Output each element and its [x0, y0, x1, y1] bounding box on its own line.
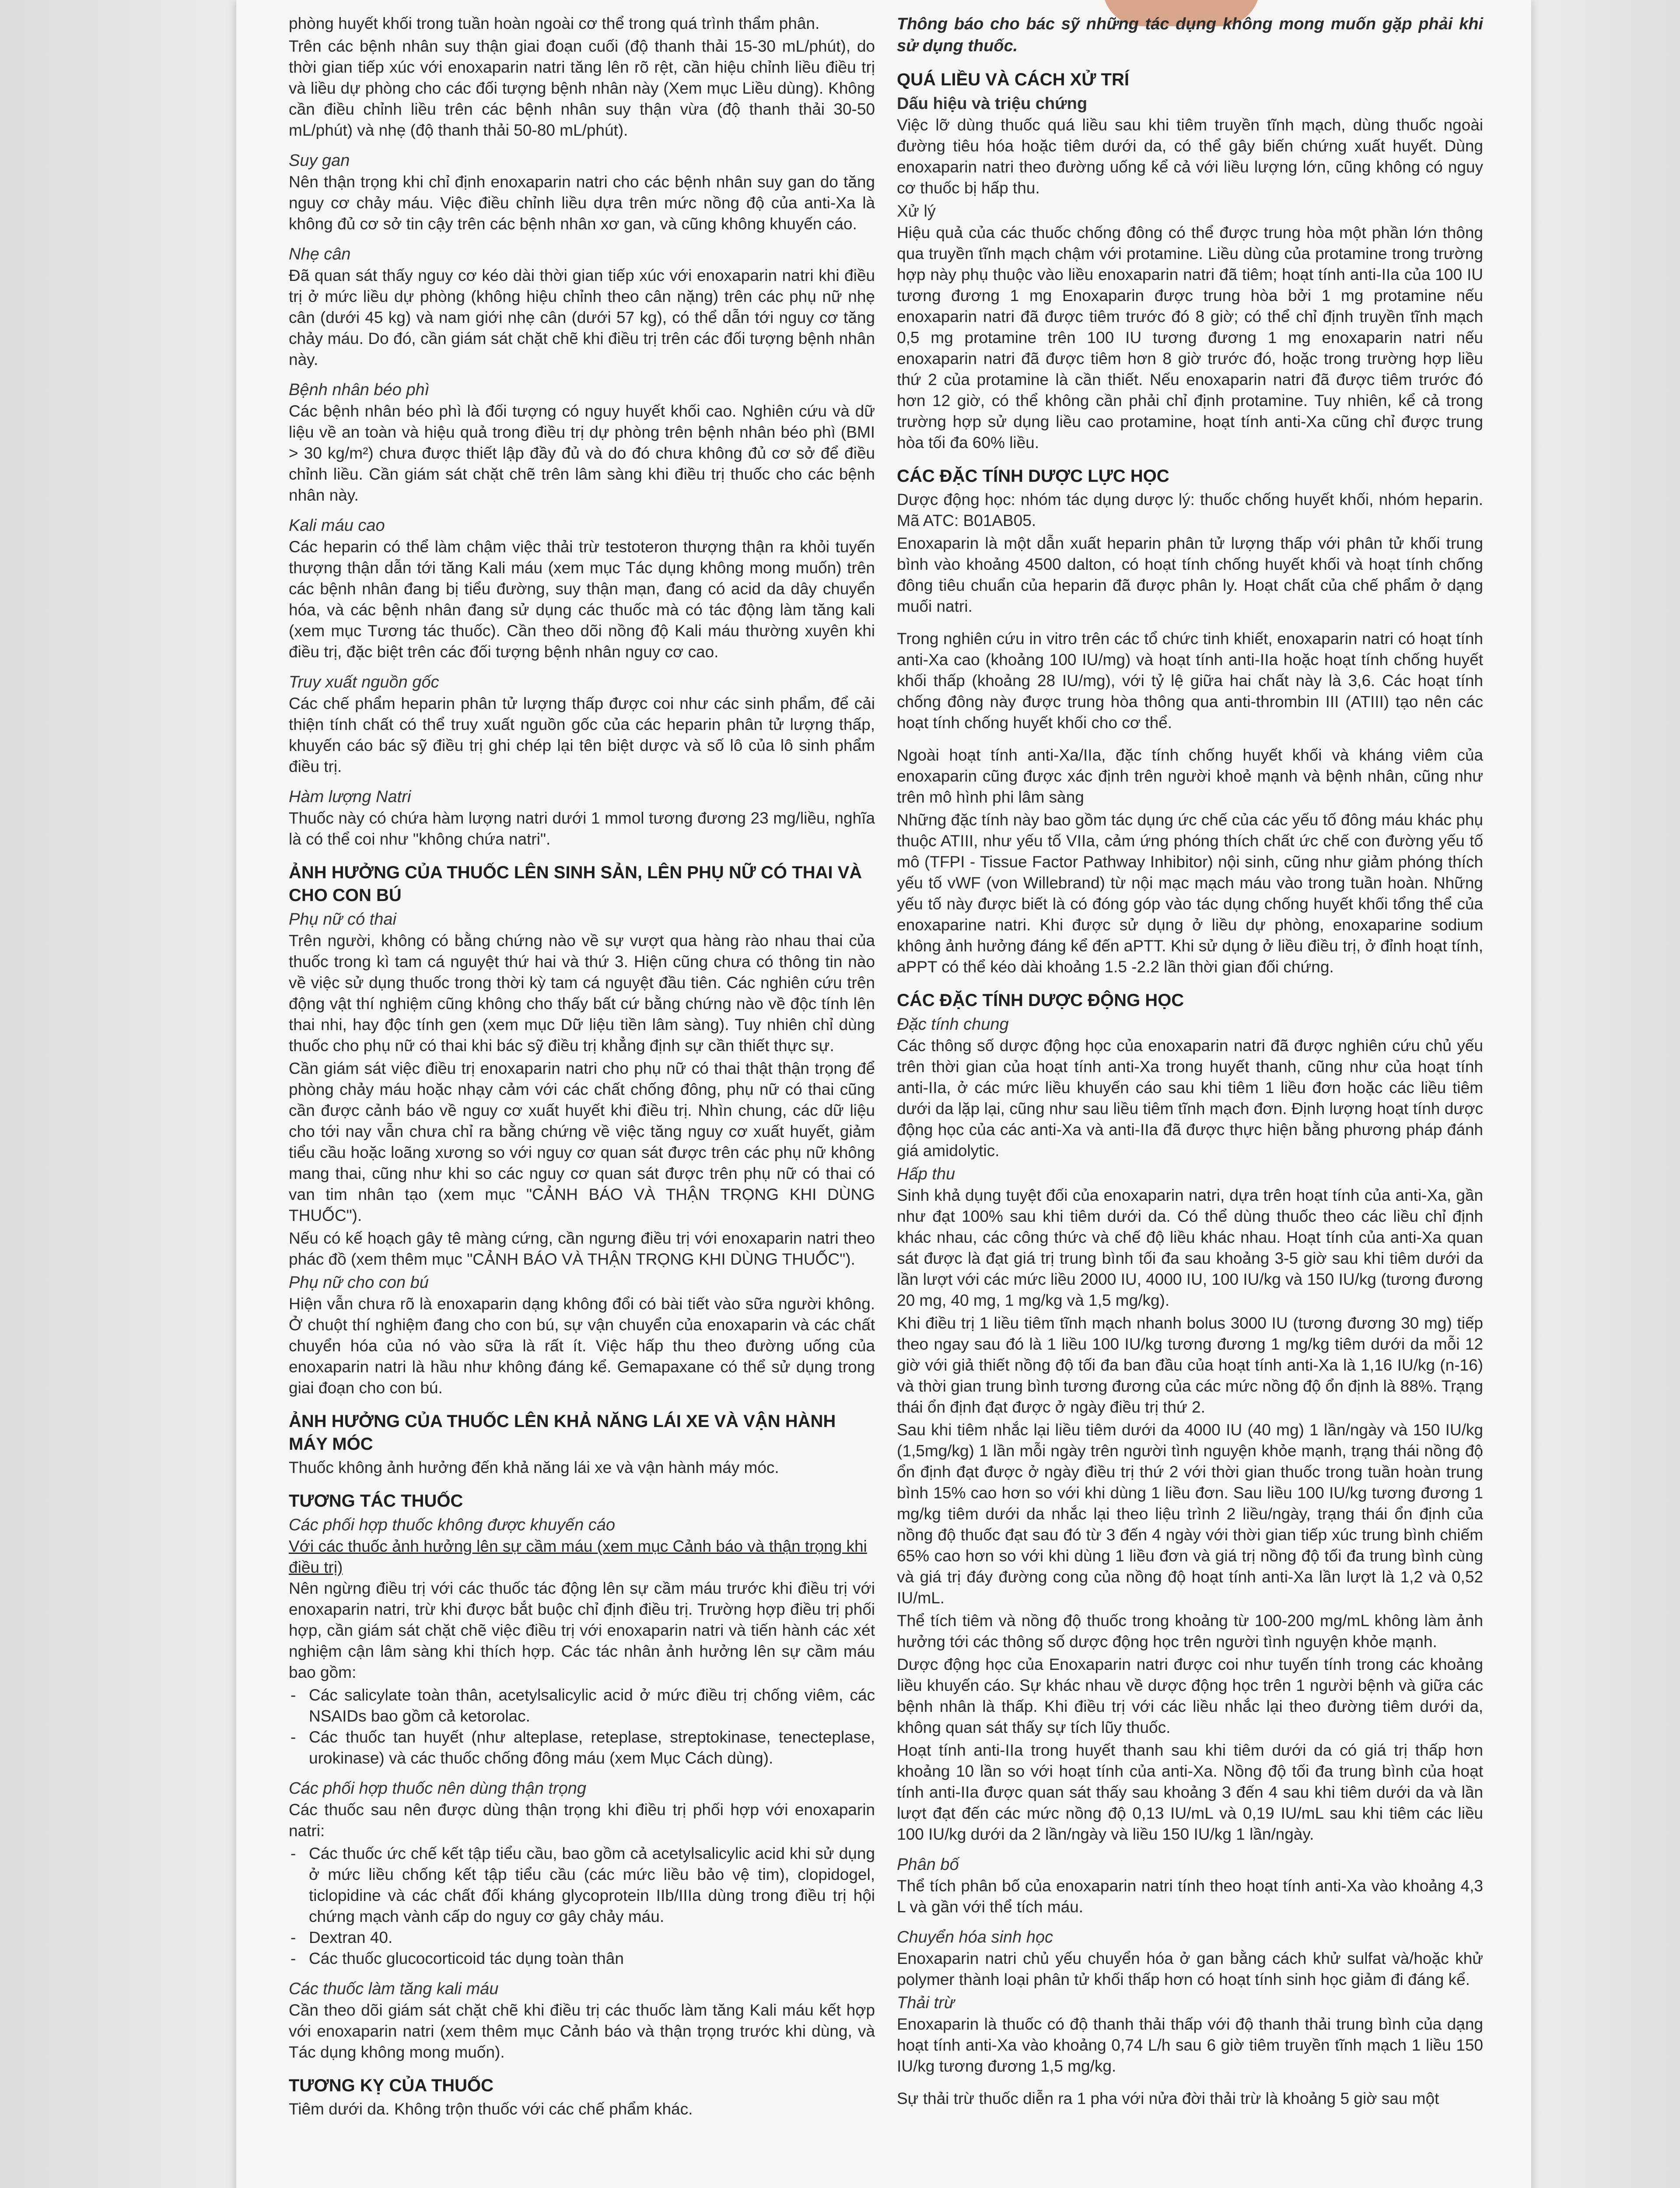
heading-tuong-tac: TƯƠNG TÁC THUỐC: [289, 1491, 463, 1511]
underlined-cam-mau: Với các thuốc ảnh hưởng lên sự cầm máu (xem mục Cảnh báo và thận trọng khi điều trị): [289, 1537, 867, 1576]
intro-paragraph: Trên các bệnh nhân suy thận giai đoạn cuối (độ thanh thải 15-30 mL/phút), do thời gian tiếp xúc với enoxaparin natri tăng lên rõ rệt, cần hiệu chỉnh liều điều trị và liều dự phòng cho các đối tượng bệnh nhân này (Xem mục Liều dùng). Không cần điều chỉnh liều trên các bệnh nhân suy thận vừa (độ thanh thải 30-50 mL/phút) và nhẹ (độ thanh thải 50-80 mL/phút).: [289, 37, 875, 139]
paragraph-natri: Thuốc này có chứa hàm lượng natri dưới 1 mmol tương đương 23 mg/liều, nghĩa là có thể coi như "không chứa natri".: [289, 809, 875, 848]
subheading-kali: Kali máu cao: [289, 516, 385, 535]
heading-lai-xe: ẢNH HƯỞNG CỦA THUỐC LÊN KHẢ NĂNG LÁI XE VÀ VẬN HÀNH MÁY MÓC: [289, 1412, 836, 1454]
heading-sinh-san: ẢNH HƯỞNG CỦA THUỐC LÊN SINH SẢN, LÊN PHỤ NỮ CÓ THAI VÀ CHO CON BÚ: [289, 863, 862, 905]
paragraph-hap-thu-6: Hoạt tính anti-IIa trong huyết thanh sau khi tiêm dưới da có giá trị thấp hơn khoảng 10 lần so với hoạt tính của anti-Xa. Nồng độ tối đa trung bình của hoạt tính anti-IIa được quan sát thấy sau khoảng 3 đến 4 sau khi tiêm dưới da và lần lượt đạt đến các mức nồng độ 0,13 IU/mL và 0,19 IU/mL sau khi tiêm các liều 100 IU/kg dưới da 2 lần/ngày và liều 150 IU/kg 1 lần/ngày.: [897, 1741, 1483, 1843]
paragraph-luc-hoc-4: Ngoài hoạt tính anti-Xa/IIa, đặc tính chống huyết khối và kháng viêm của enoxaparin cũng được xác định trên người khoẻ mạnh và bệnh nhân, cũng như trên mô hình phi lâm sàng: [897, 746, 1483, 806]
subheading-suy-gan: Suy gan: [289, 151, 350, 170]
heading-tuong-ky: TƯƠNG KỴ CỦA THUỐC: [289, 2076, 494, 2095]
list-than-trong: [289, 1843, 875, 1969]
list-item: - Các thuốc tan huyết (như alteplase, reteplase, streptokinase, tenecteplase, urokinase) và các thuốc chống đông máu (xem Mục Cách dùng).: [309, 1727, 875, 1769]
paragraph-dau-hieu: Việc lỡ dùng thuốc quá liều sau khi tiêm truyền tĩnh mạch, dùng thuốc ngoài đường tiêu hóa hoặc tiêm dưới da, có thể gây biến chứng xuất huyết. Dùng enoxaparin natri theo đường uống kể cả với liều lượng lớn, cũng không có nguy cơ thuốc bị hấp thu.: [897, 116, 1483, 197]
paragraph-tang-kali: Cần theo dõi giám sát chặt chẽ khi điều trị các thuốc làm tăng Kali máu kết hợp với enoxaparin natri (xem thêm mục Cảnh báo và thận trọng trước khi dùng, và Tác dụng không mong muốn).: [289, 2001, 875, 2061]
lead-notice: Thông báo cho bác sỹ những tác dụng không mong muốn gặp phải khi sử dụng thuốc.: [897, 15, 1483, 55]
paragraph-suy-gan: Nên thận trọng khi chỉ định enoxaparin natri cho các bệnh nhân suy gan do tăng nguy cơ chảy máu. Việc điều chỉnh liều dựa trên mức nồng độ của anti-Xa là không đủ cơ sở tin cậy trên các bệnh nhân xơ gan, và cũng không khuyến cáo.: [289, 173, 875, 233]
leaflet-page: [236, 0, 1531, 2188]
background-right: [1531, 0, 1680, 2188]
list-item: - Các salicylate toàn thân, acetylsalicylic acid ở mức điều trị chống viêm, các NSAIDs bao gồm cả ketorolac.: [309, 1685, 875, 1727]
paragraph-thai-tru-tail: Sự thải trừ thuốc diễn ra 1 pha với nửa đời thải trừ là khoảng 5 giờ sau một: [897, 2090, 1439, 2107]
list-item: - Dextran 40.: [309, 1927, 875, 1948]
paragraph-hap-thu-1: Sinh khả dụng tuyệt đối của enoxaparin natri, dựa trên hoạt tính của anti-Xa, gần như đạt 100% sau khi tiêm dưới da. Có thể dùng thuốc theo các liều chỉ định khác nhau, các công thức và chế độ liều khác nhau. Hoạt tính của anti-Xa quan sát được là đạt giá trị trung bình tối đa sau khoảng 3-5 giờ sau khi tiêm dưới da lần lượt với các mức liều 2000 IU, 4000 IU, 100 IU/kg và 150 IU/kg (tương đương 20 mg, 40 mg, 1 mg/kg và 1,5 mg/kg).: [897, 1186, 1483, 1309]
subheading-beo-phi: Bệnh nhân béo phì: [289, 381, 430, 399]
paragraph-chung: Các thông số dược động học của enoxaparin natri đã được nghiên cứu chủ yếu trên thời gian của hoạt tính anti-Xa trong huyết thanh, cũng như của hoạt tính anti-IIa, ở các mức liều khuyến cáo sau khi tiêm 1 liều đơn hoặc các liều tiêm dưới da lặp lại, cũng như sau liều tiêm tĩnh mạch đơn. Định lượng hoạt tính dược động học của các anti-Xa và anti-IIa đã được thực hiện bằng phương pháp đánh giá amidolytic.: [897, 1037, 1483, 1160]
subheading-co-thai: Phụ nữ có thai: [289, 910, 396, 929]
paragraph-hap-thu-4: Thể tích tiêm và nồng độ thuốc trong khoảng từ 100-200 mg/mL không làm ảnh hưởng tới các thông số dược động học trên người tình nguyện khỏe mạnh.: [897, 1612, 1483, 1651]
right-column: [897, 13, 1483, 2111]
paragraph-co-thai-1: Trên người, không có bằng chứng nào về sự vượt qua hàng rào nhau thai của thuốc trong kì tam cá nguyệt thứ hai và thứ 3. Hiện cũng chưa có thông tin nào về việc sử dụng thuốc trong thời kỳ tam cá nguyệt đầu tiên. Các nghiên cứu trên động vật thí nghiệm cũng không cho thấy bất cứ bằng chứng nào về độc tính lên thai nhi, hay độc tính gen (xem mục Dữ liệu tiền lâm sàng). Tuy nhiên chỉ dùng thuốc cho phụ nữ có thai khi bác sỹ điều trị khẳng định sự cần thiết thực sự.: [289, 932, 875, 1055]
background-left: [0, 0, 236, 2188]
paragraph-nhe-can: Đã quan sát thấy nguy cơ kéo dài thời gian tiếp xúc với enoxaparin natri khi điều trị ở mức liều dự phòng (không hiệu chỉnh theo cân nặng) trên các phụ nữ nhẹ cân (dưới 45 kg) và nam giới nhẹ cân (dưới 57 kg), có thể dẫn tới nguy cơ tăng chảy máu. Do đó, cần giám sát chặt chẽ khi điều trị trên các đối tượng bệnh nhân này.: [289, 266, 875, 368]
heading-qua-lieu: QUÁ LIỀU VÀ CÁCH XỬ TRÍ: [897, 70, 1129, 89]
paragraph-luc-hoc-1: Dược động học: nhóm tác dụng dược lý: thuốc chống huyết khối, nhóm heparin. Mã ATC: B01AB05.: [897, 491, 1483, 529]
paragraph-chuyen-hoa: Enoxaparin natri chủ yếu chuyển hóa ở gan bằng cách khử sulfat và/hoặc khử polymer thành loại phân tử khối thấp hơn có hoạt tính sinh học giảm đi đáng kể.: [897, 1950, 1483, 1988]
subheading-thai-tru: Thải trừ: [897, 1994, 955, 2012]
paragraph-hap-thu-2: Khi điều trị 1 liều tiêm tĩnh mạch nhanh bolus 3000 IU (tương đương 30 mg) tiếp theo ngay sau đó là 1 liều 100 IU/kg tương đương 1 mg/kg tiêm dưới da mỗi 12 giờ với giả thiết nồng độ tối đa ban đầu của hoạt tính anti-Xa là 1,16 IU/kg (n-16) và thời gian trung bình tương đương của các mức nồng độ ổn định là 88%. Trạng thái ổn định đạt được ở ngày điều trị thứ 2.: [897, 1314, 1483, 1416]
paragraph-thai-tru: Enoxaparin là thuốc có độ thanh thải thấp với độ thanh thải trung bình của dạng hoạt tính anti-Xa vào khoảng 0,74 L/h sau 6 giờ tiêm truyền tĩnh mạch 1 liều 150 IU/kg tương đương 1,5 mg/kg.: [897, 2015, 1483, 2075]
subheading-than-trong: Các phối hợp thuốc nên dùng thận trọng: [289, 1779, 587, 1798]
subheading-phan-bo: Phân bố: [897, 1855, 959, 1874]
subheading-natri: Hàm lượng Natri: [289, 788, 411, 806]
paragraph-tuong-ky: Tiêm dưới da. Không trộn thuốc với các chế phẩm khác.: [289, 2100, 693, 2118]
heading-luc-hoc: CÁC ĐẶC TÍNH DƯỢC LỰC HỌC: [897, 466, 1169, 486]
left-column: [289, 13, 875, 2121]
intro-line: phòng huyết khối trong tuần hoàn ngoài cơ thể trong quá trình thẩm phân.: [289, 14, 820, 32]
subheading-chuyen-hoa: Chuyển hóa sinh học: [897, 1928, 1054, 1946]
paragraph-lai-xe: Thuốc không ảnh hưởng đến khả năng lái xe và vận hành máy móc.: [289, 1459, 779, 1476]
paragraph-truy-xuat: Các chế phẩm heparin phân tử lượng thấp được coi như các sinh phẩm, để cải thiện tính chất có thể truy xuất nguồn gốc của các heparin phân tử lượng thấp, khuyến cáo bác sỹ điều trị ghi chép lại tên biệt dược và số lô của lô sinh phẩm điều trị.: [289, 694, 875, 775]
list-khong-khuyen: [289, 1685, 875, 1769]
subheading-dau-hieu: Dấu hiệu và triệu chứng: [897, 95, 1088, 113]
paragraph-phan-bo: Thể tích phân bố của enoxaparin natri tính theo hoạt tính anti-Xa vào khoảng 4,3 L và gần với thể tích máu.: [897, 1877, 1483, 1916]
paragraph-khong-khuyen: Nên ngừng điều trị với các thuốc tác động lên sự cầm máu trước khi điều trị với enoxaparin natri, trừ khi được bắt buộc chỉ định điều trị. Trường hợp điều trị phối hợp, cần giám sát chặt chẽ việc điều trị với enoxaparin natri và tiến hành các xét nghiệm cận lâm sàng khi thích hợp. Các tác nhân ảnh hưởng lên sự cầm máu bao gồm:: [289, 1579, 875, 1681]
paragraph-hap-thu-3: Sau khi tiêm nhắc lại liều tiêm dưới da 4000 IU (40 mg) 1 lần/ngày và 150 IU/kg (1,5mg/kg) 1 lần mỗi ngày trên người tình nguyện khỏe mạnh, trạng thái nồng độ ổn định đạt được ở ngày điều trị thứ 2 với thời gian thuốc trong tuần hoàn trung bình 15% cao hơn so với khi dùng 1 liều đơn. Sau liều 100 IU/kg tương đương 1 mg/kg tiêm dưới da nhắc lại theo liệu trình 2 liều/ngày, trạng thái ổn định của nồng độ thuốc đạt sau đó từ 3 đến 4 ngày với thời gian tiếp xúc trung bình chiếm 65% cao hơn so với khi dùng 1 liều đơn và giá trị nồng độ tối đa trung bình cùng và giá trị đáy đường cong của nồng độ hoạt tính anti-Xa lần lượt là 1,2 và 0,52 IU/mL.: [897, 1421, 1483, 1607]
paragraph-luc-hoc-5: Những đặc tính này bao gồm tác dụng ức chế của các yếu tố đông máu khác phụ thuộc ATIII, như yếu tố VIIa, cảm ứng phóng thích chất ức chế con đường yếu tố mô (TFPI - Tissue Factor Pathway Inhibitor) nội sinh, cũng như giảm phóng thích yếu tố vWF (von Willebrand) từ nội mạc mạch máu vào trong tuần hoàn. Những yếu tố này được biết là có đóng góp vào tác dụng chống huyết khối tổng thể của enoxaparine natri. Khi được sử dụng ở liều dự phòng, enoxaparine sodium không ảnh hưởng đáng kể đến aPTT. Khi sử dụng ở liều điều trị, ở đỉnh hoạt tính, aPPT có thể kéo dài khoảng 1.5 -2.2 lần thời gian đối chứng.: [897, 811, 1483, 976]
subheading-tang-kali: Các thuốc làm tăng kali máu: [289, 1980, 499, 1998]
paragraph-xu-ly: Hiệu quả của các thuốc chống đông có thể được trung hòa một phần lớn thông qua truyền tĩnh mạch chậm với protamine. Liều dùng của protamine trong trường hợp này phụ thuộc vào liều enoxaparin natri đã tiêm; hoạt tính anti-IIa của 100 IU tương đương 1 mg Enoxaparin được trung hòa bởi 1 mg protamine nếu enoxaparin natri đã được tiêm trước đó 8 giờ; có thể chỉ định truyền tĩnh mạch 0,5 mg protamine trên 100 IU tương đương 1 mg enoxaparin natri nếu enoxaparin natri đã được tiêm hơn 8 giờ trước đó, hoặc trong trường hợp liều thứ 2 của protamine là cần thiết. Nếu enoxaparin natri đã được tiêm trước đó hơn 12 giờ, có thể không cần phải chỉ định protamine. Tuy nhiên, kể cả trong trường hợp sử dụng liều cao protamine, hoạt tính anti-Xa cũng chỉ được trung hòa tối đa 60% liều.: [897, 224, 1483, 452]
paragraph-luc-hoc-2: Enoxaparin là một dẫn xuất heparin phân tử lượng thấp với phân tử khối trung bình vào khoảng 4500 dalton, có hoạt tính chống huyết khối và hoạt tính chống đông tiêu chuẩn của heparin đã được phân ly. Hoạt chất của chế phẩm ở dạng muối natri.: [897, 534, 1483, 615]
paragraph-beo-phi: Các bệnh nhân béo phì là đối tượng có nguy huyết khối cao. Nghiên cứu và dữ liệu về an toàn và hiệu quả trong điều trị dự phòng trên bệnh nhân béo phì (BMI > 30 kg/m²) chưa được thiết lập đầy đủ và do đó chưa không đủ cơ sở để điều chỉnh liều. Cần giám sát chặt chẽ trên lâm sàng khi điều trị thuốc cho các bệnh nhân này.: [289, 402, 875, 504]
paragraph-luc-hoc-3: Trong nghiên cứu in vitro trên các tổ chức tinh khiết, enoxaparin natri có hoạt tính anti-Xa cao (khoảng 100 IU/mg) và hoạt tính anti-IIa hoặc hoạt tính chống huyết khối thấp (khoảng 28 IU/mg), với tỷ lệ giữa hai chất này là 3,6. Các hoạt tính chống đông này được trung hòa thông qua anti-thrombin III (ATIII) tạo nên các hoạt tính chống huyết khối cho cơ thể.: [897, 630, 1483, 732]
subheading-khong-khuyen: Các phối hợp thuốc không được khuyến cáo: [289, 1516, 616, 1534]
paragraph-kali: Các heparin có thể làm chậm việc thải trừ testoteron thượng thận ra khỏi tuyến thượng thận dẫn tới tăng Kali máu (xem mục Tác dụng không mong muốn) trên các bệnh nhân đang bị tiểu đường, suy thận mạn, đang có acid da dây chuyển hóa, và các bệnh nhân đang sử dụng các thuốc mà có tác động làm tăng kali (xem mục Tương tác thuốc). Cần theo dõi nồng độ Kali máu thường xuyên khi điều trị, đặc biệt trên các đối tượng bệnh nhân nguy cơ cao.: [289, 538, 875, 661]
subheading-nhe-can: Nhẹ cân: [289, 245, 351, 263]
subheading-chung: Đặc tính chung: [897, 1015, 1009, 1034]
paragraph-cho-con-bu: Hiện vẫn chưa rõ là enoxaparin dạng không đổi có bài tiết vào sữa người không. Ở chuột thí nghiệm đang cho con bú, sự vận chuyển của enoxaparin và các chất chuyển hóa của nó vào sữa là rất ít. Việc hấp thu theo đường uống của enoxaparin natri là hầu như không đáng kể. Gemapaxane có thể sử dụng trong giai đoạn cho con bú.: [289, 1295, 875, 1397]
subheading-hap-thu: Hấp thu: [897, 1165, 956, 1183]
list-item: - Các thuốc glucocorticoid tác dụng toàn thân: [309, 1948, 875, 1969]
paragraph-co-thai-3: Nếu có kế hoạch gây tê màng cứng, cần ngưng điều trị với enoxaparin natri theo phác đồ (xem thêm mục "CẢNH BÁO VÀ THẬN TRỌNG KHI DÙNG THUỐC").: [289, 1229, 875, 1268]
paragraph-than-trong: Các thuốc sau nên được dùng thận trọng khi điều trị phối hợp với enoxaparin natri:: [289, 1801, 875, 1840]
paragraph-hap-thu-5: Dược động học của Enoxaparin natri được coi như tuyến tính trong các khoảng liều khuyến cáo. Sự khác nhau về dược động học trên 1 người bệnh và giữa các bệnh nhân là thấp. Khi điều trị với các liều nhắc lại theo đường tiêm dưới da, không quan sát thấy sự tích lũy thuốc.: [897, 1655, 1483, 1736]
subheading-xu-ly: Xử lý: [897, 202, 936, 221]
subheading-truy-xuat: Truy xuất nguồn gốc: [289, 673, 439, 691]
list-item: - Các thuốc ức chế kết tập tiểu cầu, bao gồm cả acetylsalicylic acid khi sử dụng ở mức liều chống kết tập tiểu cầu (các mức liều bảo vệ tim), clopidogel, ticlopidine và các chất đối kháng glycoprotein IIb/IIIa dùng trong điều trị hội chứng mạch vành cấp do nguy cơ gây chảy máu.: [309, 1843, 875, 1927]
heading-dong-hoc: CÁC ĐẶC TÍNH DƯỢC ĐỘNG HỌC: [897, 991, 1184, 1010]
subheading-cho-con-bu: Phụ nữ cho con bú: [289, 1273, 429, 1292]
paragraph-co-thai-2: Cần giám sát việc điều trị enoxaparin natri cho phụ nữ có thai thật thận trọng để phòng chảy máu hoặc nhạy cảm với các chất chống đông, phụ nữ có thai cũng cần được cảnh báo về nguy cơ xuất huyết khi điều trị. Nhìn chung, các dữ liệu cho tới nay vẫn chưa chỉ ra bằng chứng về việc tăng nguy cơ xuất huyết, giảm tiểu cầu hoặc loãng xương so với nguy cơ quan sát được trên các phụ nữ không mang thai, cũng như khi so các nguy cơ quan sát được trên phụ nữ có thai có van tim nhân tạo (xem mục "CẢNH BÁO VÀ THẬN TRỌNG KHI DÙNG THUỐC").: [289, 1059, 875, 1224]
